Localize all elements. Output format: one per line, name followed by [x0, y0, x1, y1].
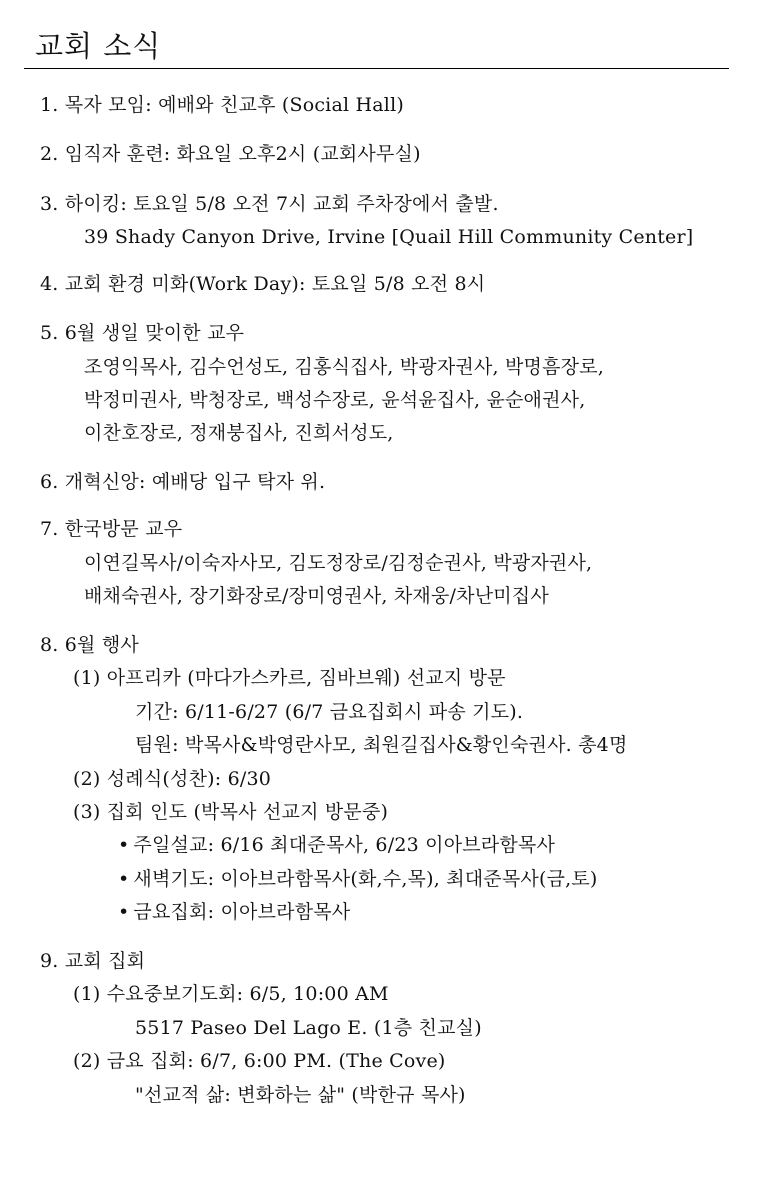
bullet-icon: •	[118, 834, 130, 856]
visitor-names-line: 배채숙권사, 장기화장로/장미영권사, 차재웅/차난미집사	[84, 585, 549, 607]
bullet-icon: •	[118, 868, 130, 890]
bullet-text: 주일설교: 6/16 최대준목사, 6/23 이아브라함목사	[133, 834, 556, 856]
event-8-2: (2) 성례식(성찬): 6/30	[73, 768, 272, 790]
news-item-7: 7. 한국방문 교우	[40, 518, 183, 540]
news-item-6: 6. 개혁신앙: 예배당 입구 탁자 위.	[40, 471, 326, 493]
bullet-text: 금요집회: 이아브라함목사	[133, 901, 351, 923]
birthday-names-line: 조영익목사, 김수언성도, 김홍식집사, 박광자권사, 박명흠장로,	[84, 356, 605, 378]
birthday-names-line: 이찬호장로, 정재붕집사, 진희서성도,	[84, 422, 394, 444]
event-8-3-bullet	[118, 899, 350, 925]
bullet-text: 새벽기도: 이아브라함목사(화,수,목), 최대준목사(금,토)	[133, 868, 598, 890]
news-item-9: 9. 교회 집회	[40, 950, 146, 972]
meeting-9-2-sermon: "선교적 삶: 변화하는 삶" (박한규 목사)	[135, 1084, 466, 1106]
news-item-3: 3. 하이킹: 토요일 5/8 오전 7시 교회 주차장에서 출발.	[40, 193, 499, 215]
news-item-2: 2. 임직자 훈련: 화요일 오후2시 (교회사무실)	[40, 143, 421, 165]
event-8-3: (3) 집회 인도 (박목사 선교지 방문중)	[73, 801, 389, 823]
meeting-9-2: (2) 금요 집회: 6/7, 6:00 PM. (The Cove)	[73, 1050, 446, 1072]
event-8-3-bullet	[118, 866, 598, 892]
event-8-1: (1) 아프리카 (마다가스카르, 짐바브웨) 선교지 방문	[73, 667, 506, 689]
visitor-names-line: 이연길목사/이숙자사모, 김도정장로/김정순권사, 박광자권사,	[84, 552, 593, 574]
birthday-names-line: 박정미권사, 박청장로, 백성수장로, 윤석윤집사, 윤순애권사,	[84, 389, 586, 411]
meeting-9-1: (1) 수요중보기도회: 6/5, 10:00 AM	[73, 983, 389, 1005]
event-8-1-team: 팀원: 박목사&박영란사모, 최원길집사&황인숙권사. 총4명	[135, 734, 628, 756]
news-item-3-address: 39 Shady Canyon Drive, Irvine [Quail Hill Community Center]	[84, 226, 694, 248]
meeting-9-1-location: 5517 Paseo Del Lago E. (1층 친교실)	[135, 1017, 482, 1039]
news-item-1: 1. 목자 모임: 예배와 친교후 (Social Hall)	[40, 94, 404, 116]
page-title: 교회 소식	[35, 29, 162, 63]
news-item-4: 4. 교회 환경 미화(Work Day): 토요일 5/8 오전 8시	[40, 273, 486, 295]
title-divider	[24, 68, 729, 69]
event-8-1-period: 기간: 6/11-6/27 (6/7 금요집회시 파송 기도).	[135, 701, 524, 723]
news-item-8: 8. 6월 행사	[40, 634, 139, 656]
bullet-icon: •	[118, 901, 130, 923]
news-item-5: 5. 6월 생일 맞이한 교우	[40, 322, 245, 344]
event-8-3-bullet	[118, 832, 555, 858]
